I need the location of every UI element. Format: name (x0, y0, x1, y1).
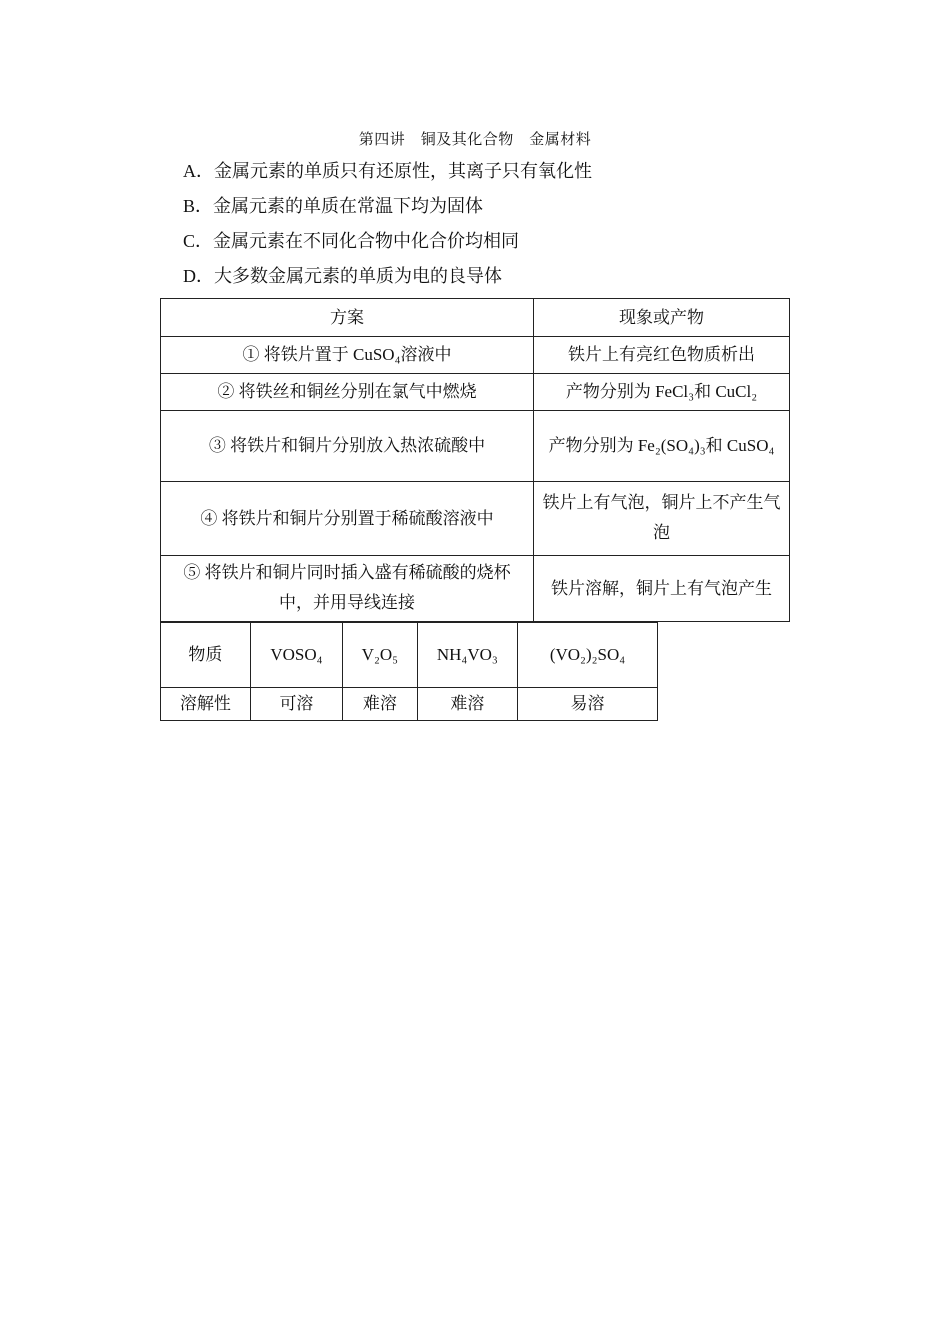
option-a (183, 159, 592, 183)
option-d (183, 264, 502, 288)
substance-cell: VOSO₄ (250, 623, 342, 688)
scheme-text: ⑤ 将铁片和铜片同时插入盛有稀硫酸的烧杯中，并用导线连接 (183, 563, 511, 612)
table-row (161, 556, 790, 622)
result-cell: 铁片上有亮红色物质析出 (534, 337, 790, 374)
option-d-text: 大多数金属元素的单质为电的良导体 (214, 266, 502, 286)
table-row (161, 337, 790, 374)
result-text: 产物分别为 Fe₂(SO₄)₃和 CuSO₄ (548, 436, 775, 455)
page-title: 第四讲 铜及其化合物 金属材料 (358, 132, 592, 148)
solubility-cell: 可溶 (250, 688, 342, 721)
substance-row (161, 623, 658, 688)
solubility-cell: 难溶 (343, 688, 417, 721)
solubility-cell: 易溶 (518, 688, 658, 721)
substance-cell: (VO₂)₂SO₄ (518, 623, 658, 688)
option-c-text: 金属元素在不同化合物中化合价均相同 (213, 231, 520, 251)
result-cell (534, 556, 790, 622)
option-b-label: B． (183, 196, 214, 216)
option-c (183, 229, 519, 253)
solubility-table (160, 622, 658, 721)
substance-cell: NH₄VO₃ (417, 623, 517, 688)
result-text: 铁片溶解，铜片上有气泡产生 (551, 578, 772, 598)
result-text: 铁片上有气泡，铜片上不产生气泡 (542, 493, 781, 542)
row-label-solubility: 溶解性 (161, 688, 251, 721)
scheme-cell: ④ 将铁片和铜片分别置于稀硫酸溶液中 (161, 482, 534, 556)
scheme-cell: ③ 将铁片和铜片分别放入热浓硫酸中 (161, 411, 534, 482)
header-scheme: 方案 (161, 299, 534, 337)
scheme-cell: ① 将铁片置于 CuSO₄溶液中 (161, 337, 534, 374)
table-row (161, 482, 790, 556)
option-b (183, 194, 483, 218)
option-b-text: 金属元素的单质在常温下均为固体 (213, 196, 484, 216)
result-cell: 产物分别为 FeCl₃和 CuCl₂ (534, 374, 790, 411)
option-c-label: C． (183, 231, 214, 251)
table-row (161, 411, 790, 482)
option-d-label: D． (183, 266, 214, 286)
option-a-text: 金属元素的单质只有还原性，其离子只有氧化性 (214, 161, 592, 181)
scheme-cell (161, 556, 534, 622)
solubility-row (161, 688, 658, 721)
result-cell (534, 411, 790, 482)
substance-cell: V₂O₅ (343, 623, 417, 688)
table-row (161, 374, 790, 411)
result-cell (534, 482, 790, 556)
experiment-table (160, 298, 790, 622)
scheme-cell: ② 将铁丝和铜丝分别在氯气中燃烧 (161, 374, 534, 411)
option-a-label: A． (183, 161, 214, 181)
header-result: 现象或产物 (534, 299, 790, 337)
table-header-row (161, 299, 790, 337)
solubility-cell: 难溶 (417, 688, 517, 721)
row-label-substance: 物质 (161, 623, 251, 688)
